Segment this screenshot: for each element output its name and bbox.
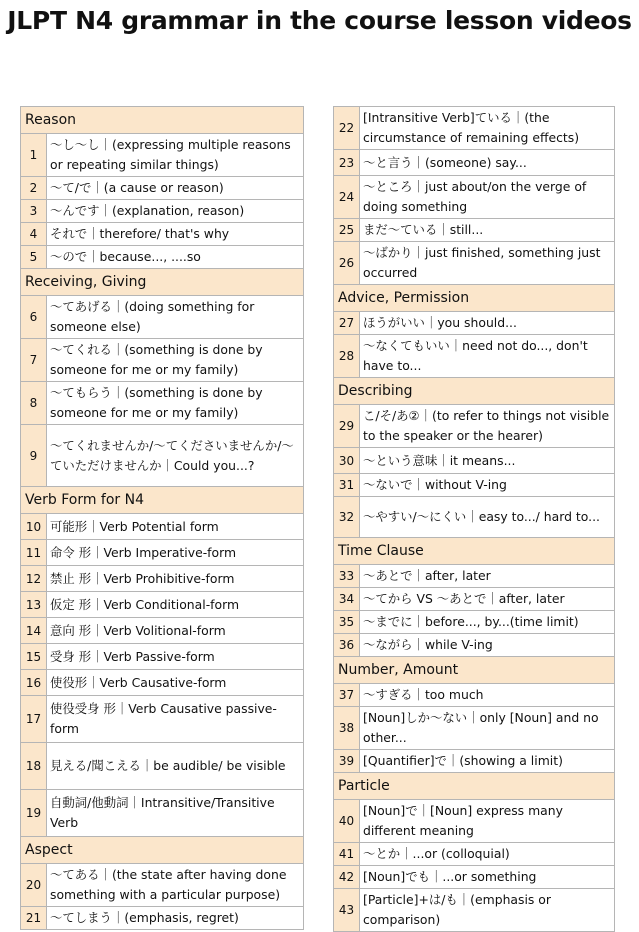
grammar-point: 命令 形｜Verb Imperative-form: [50, 544, 237, 560]
grammar-row: [334, 889, 615, 932]
section-header: Number, Amount: [334, 657, 615, 684]
grammar-point: 〜てあげる｜(doing something for someone else): [50, 299, 255, 334]
item-number: 7: [21, 339, 47, 381]
grammar-row: [334, 707, 615, 750]
grammar-row: [334, 750, 615, 773]
grammar-point: 〜ので｜because..., ....so: [50, 249, 201, 264]
item-number: 8: [21, 382, 47, 424]
grammar-row: [334, 335, 615, 378]
grammar-row: [21, 907, 304, 930]
grammar-point: 〜すぎる｜too much: [363, 687, 484, 702]
grammar-table-right: [333, 106, 615, 932]
section-header: Particle: [334, 773, 615, 800]
grammar-point: 〜なくてもいい｜need not do..., don't have to...: [363, 338, 588, 373]
grammar-row: [21, 246, 304, 269]
grammar-point: こ/そ/あ②｜(to refer to things not visible to the speaker or the hearer): [363, 408, 610, 443]
section-header: Advice, Permission: [334, 285, 615, 312]
grammar-row: [21, 514, 304, 540]
grammar-row: [334, 242, 615, 285]
item-number: 19: [21, 790, 47, 836]
grammar-point: 〜てもらう｜(something is done by someone for me or my family): [50, 385, 263, 420]
grammar-point: 受身 形｜Verb Passive-form: [50, 648, 215, 664]
grammar-row: [334, 107, 615, 150]
grammar-row: [21, 743, 304, 790]
grammar-row: [334, 497, 615, 538]
grammar-row: [334, 176, 615, 219]
item-number: 20: [21, 864, 47, 906]
grammar-row: [21, 618, 304, 644]
item-number: 37: [334, 684, 360, 706]
grammar-row: [334, 843, 615, 866]
item-number: 27: [334, 312, 360, 334]
grammar-row: [334, 588, 615, 611]
grammar-point: 使役受身 形｜Verb Causative passive-form: [50, 701, 277, 736]
section-header: Reason: [21, 107, 304, 134]
grammar-point: [Noun]で｜[Noun] express many different meaning: [363, 803, 563, 838]
item-number: 16: [21, 670, 47, 695]
page-title: JLPT N4 grammar in the course lesson videos: [7, 6, 632, 35]
item-number: 30: [334, 448, 360, 473]
grammar-point: 仮定 形｜Verb Conditional-form: [50, 596, 240, 612]
grammar-point: 〜てくれませんか/〜てくださいませんか/〜ていただけませんか｜Could you...?: [50, 437, 294, 473]
grammar-row: [21, 644, 304, 670]
grammar-point: 意向 形｜Verb Volitional-form: [50, 622, 226, 638]
grammar-point: 〜までに｜before..., by...(time limit): [363, 614, 579, 629]
item-number: 6: [21, 296, 47, 338]
grammar-row: [334, 565, 615, 588]
grammar-row: [334, 150, 615, 176]
grammar-row: [334, 448, 615, 474]
grammar-row: [334, 800, 615, 843]
grammar-point: 〜ながら｜while V-ing: [363, 637, 493, 652]
item-number: 13: [21, 592, 47, 617]
grammar-row: [21, 425, 304, 487]
grammar-row: [334, 611, 615, 634]
grammar-row: [21, 864, 304, 907]
item-number: 36: [334, 634, 360, 656]
item-number: 22: [334, 107, 360, 149]
grammar-point: 〜やすい/〜にくい｜easy to.../ hard to...: [363, 509, 600, 524]
grammar-row: [334, 474, 615, 497]
item-number: 25: [334, 219, 360, 241]
grammar-point: [Noun]でも｜...or something: [363, 869, 537, 884]
item-number: 35: [334, 611, 360, 633]
grammar-point: 禁止 形｜Verb Prohibitive-form: [50, 570, 235, 586]
grammar-point: それで｜therefore/ that's why: [50, 226, 230, 241]
item-number: 17: [21, 696, 47, 742]
grammar-row: [21, 566, 304, 592]
grammar-row: [334, 405, 615, 448]
grammar-point: 〜て/で｜(a cause or reason): [50, 180, 224, 195]
section-header: Aspect: [21, 837, 304, 864]
item-number: 23: [334, 150, 360, 175]
grammar-point: 〜んです｜(explanation, reason): [50, 203, 245, 218]
item-number: 33: [334, 565, 360, 587]
section-header: Verb Form for N4: [21, 487, 304, 514]
grammar-point: ほうがいい｜you should...: [363, 315, 517, 330]
item-number: 4: [21, 223, 47, 245]
grammar-row: [21, 177, 304, 200]
grammar-point: 〜ないで｜without V-ing: [363, 477, 507, 492]
item-number: 29: [334, 405, 360, 447]
grammar-point: 見える/聞こえる｜be audible/ be visible: [50, 758, 286, 773]
item-number: 9: [21, 425, 47, 486]
item-number: 3: [21, 200, 47, 222]
section-header: Receiving, Giving: [21, 269, 304, 296]
grammar-point: 〜てある｜(the state after having done something with a particular purpose): [50, 867, 287, 902]
grammar-point: [Noun]しか〜ない｜only [Noun] and no other...: [363, 710, 599, 745]
grammar-row: [334, 866, 615, 889]
grammar-row: [21, 296, 304, 339]
item-number: 39: [334, 750, 360, 772]
grammar-point: [Quantifier]で｜(showing a limit): [363, 753, 563, 768]
grammar-row: [21, 696, 304, 743]
item-number: 42: [334, 866, 360, 888]
item-number: 1: [21, 134, 47, 176]
grammar-row: [21, 339, 304, 382]
grammar-row: [21, 790, 304, 837]
item-number: 21: [21, 907, 47, 929]
grammar-point: 〜とか｜...or (colloquial): [363, 846, 510, 861]
item-number: 15: [21, 644, 47, 669]
grammar-row: [334, 634, 615, 657]
grammar-point: 使役形｜Verb Causative-form: [50, 674, 227, 690]
grammar-point: 〜てから VS 〜あとで｜after, later: [363, 591, 565, 606]
grammar-point: 〜ところ｜just about/on the verge of doing something: [363, 179, 587, 214]
item-number: 28: [334, 335, 360, 377]
grammar-row: [334, 684, 615, 707]
grammar-point: 自動詞/他動詞｜Intransitive/Transitive Verb: [50, 795, 275, 830]
grammar-row: [21, 540, 304, 566]
item-number: 38: [334, 707, 360, 749]
grammar-table-left: [20, 106, 304, 930]
item-number: 32: [334, 497, 360, 537]
grammar-point: 可能形｜Verb Potential form: [50, 518, 219, 534]
grammar-point: 〜てくれる｜(something is done by someone for me or my family): [50, 342, 263, 377]
item-number: 2: [21, 177, 47, 199]
item-number: 12: [21, 566, 47, 591]
item-number: 10: [21, 514, 47, 539]
item-number: 26: [334, 242, 360, 284]
grammar-row: [21, 200, 304, 223]
item-number: 43: [334, 889, 360, 931]
item-number: 24: [334, 176, 360, 218]
grammar-point: 〜という意味｜it means...: [363, 452, 516, 468]
grammar-point: 〜し〜し｜(expressing multiple reasons or repeating similar things): [50, 137, 291, 172]
item-number: 18: [21, 743, 47, 789]
section-header: Time Clause: [334, 538, 615, 565]
grammar-point: 〜あとで｜after, later: [363, 568, 491, 583]
grammar-point: 〜てしまう｜(emphasis, regret): [50, 910, 239, 925]
item-number: 11: [21, 540, 47, 565]
grammar-row: [334, 219, 615, 242]
grammar-point: まだ〜ている｜still...: [363, 222, 484, 237]
grammar-row: [21, 592, 304, 618]
grammar-row: [334, 312, 615, 335]
grammar-point: 〜と言う｜(someone) say...: [363, 154, 527, 170]
grammar-row: [21, 382, 304, 425]
grammar-row: [21, 223, 304, 246]
grammar-point: [Intransitive Verb]ている｜(the circumstance of remaining effects): [363, 110, 580, 145]
item-number: 34: [334, 588, 360, 610]
item-number: 41: [334, 843, 360, 865]
item-number: 40: [334, 800, 360, 842]
grammar-row: [21, 134, 304, 177]
section-header: Describing: [334, 378, 615, 405]
grammar-point: [Particle]+は/も｜(emphasis or comparison): [363, 892, 551, 927]
grammar-point: 〜ばかり｜just finished, something just occurred: [363, 245, 601, 280]
grammar-row: [21, 670, 304, 696]
item-number: 14: [21, 618, 47, 643]
item-number: 5: [21, 246, 47, 268]
item-number: 31: [334, 474, 360, 496]
